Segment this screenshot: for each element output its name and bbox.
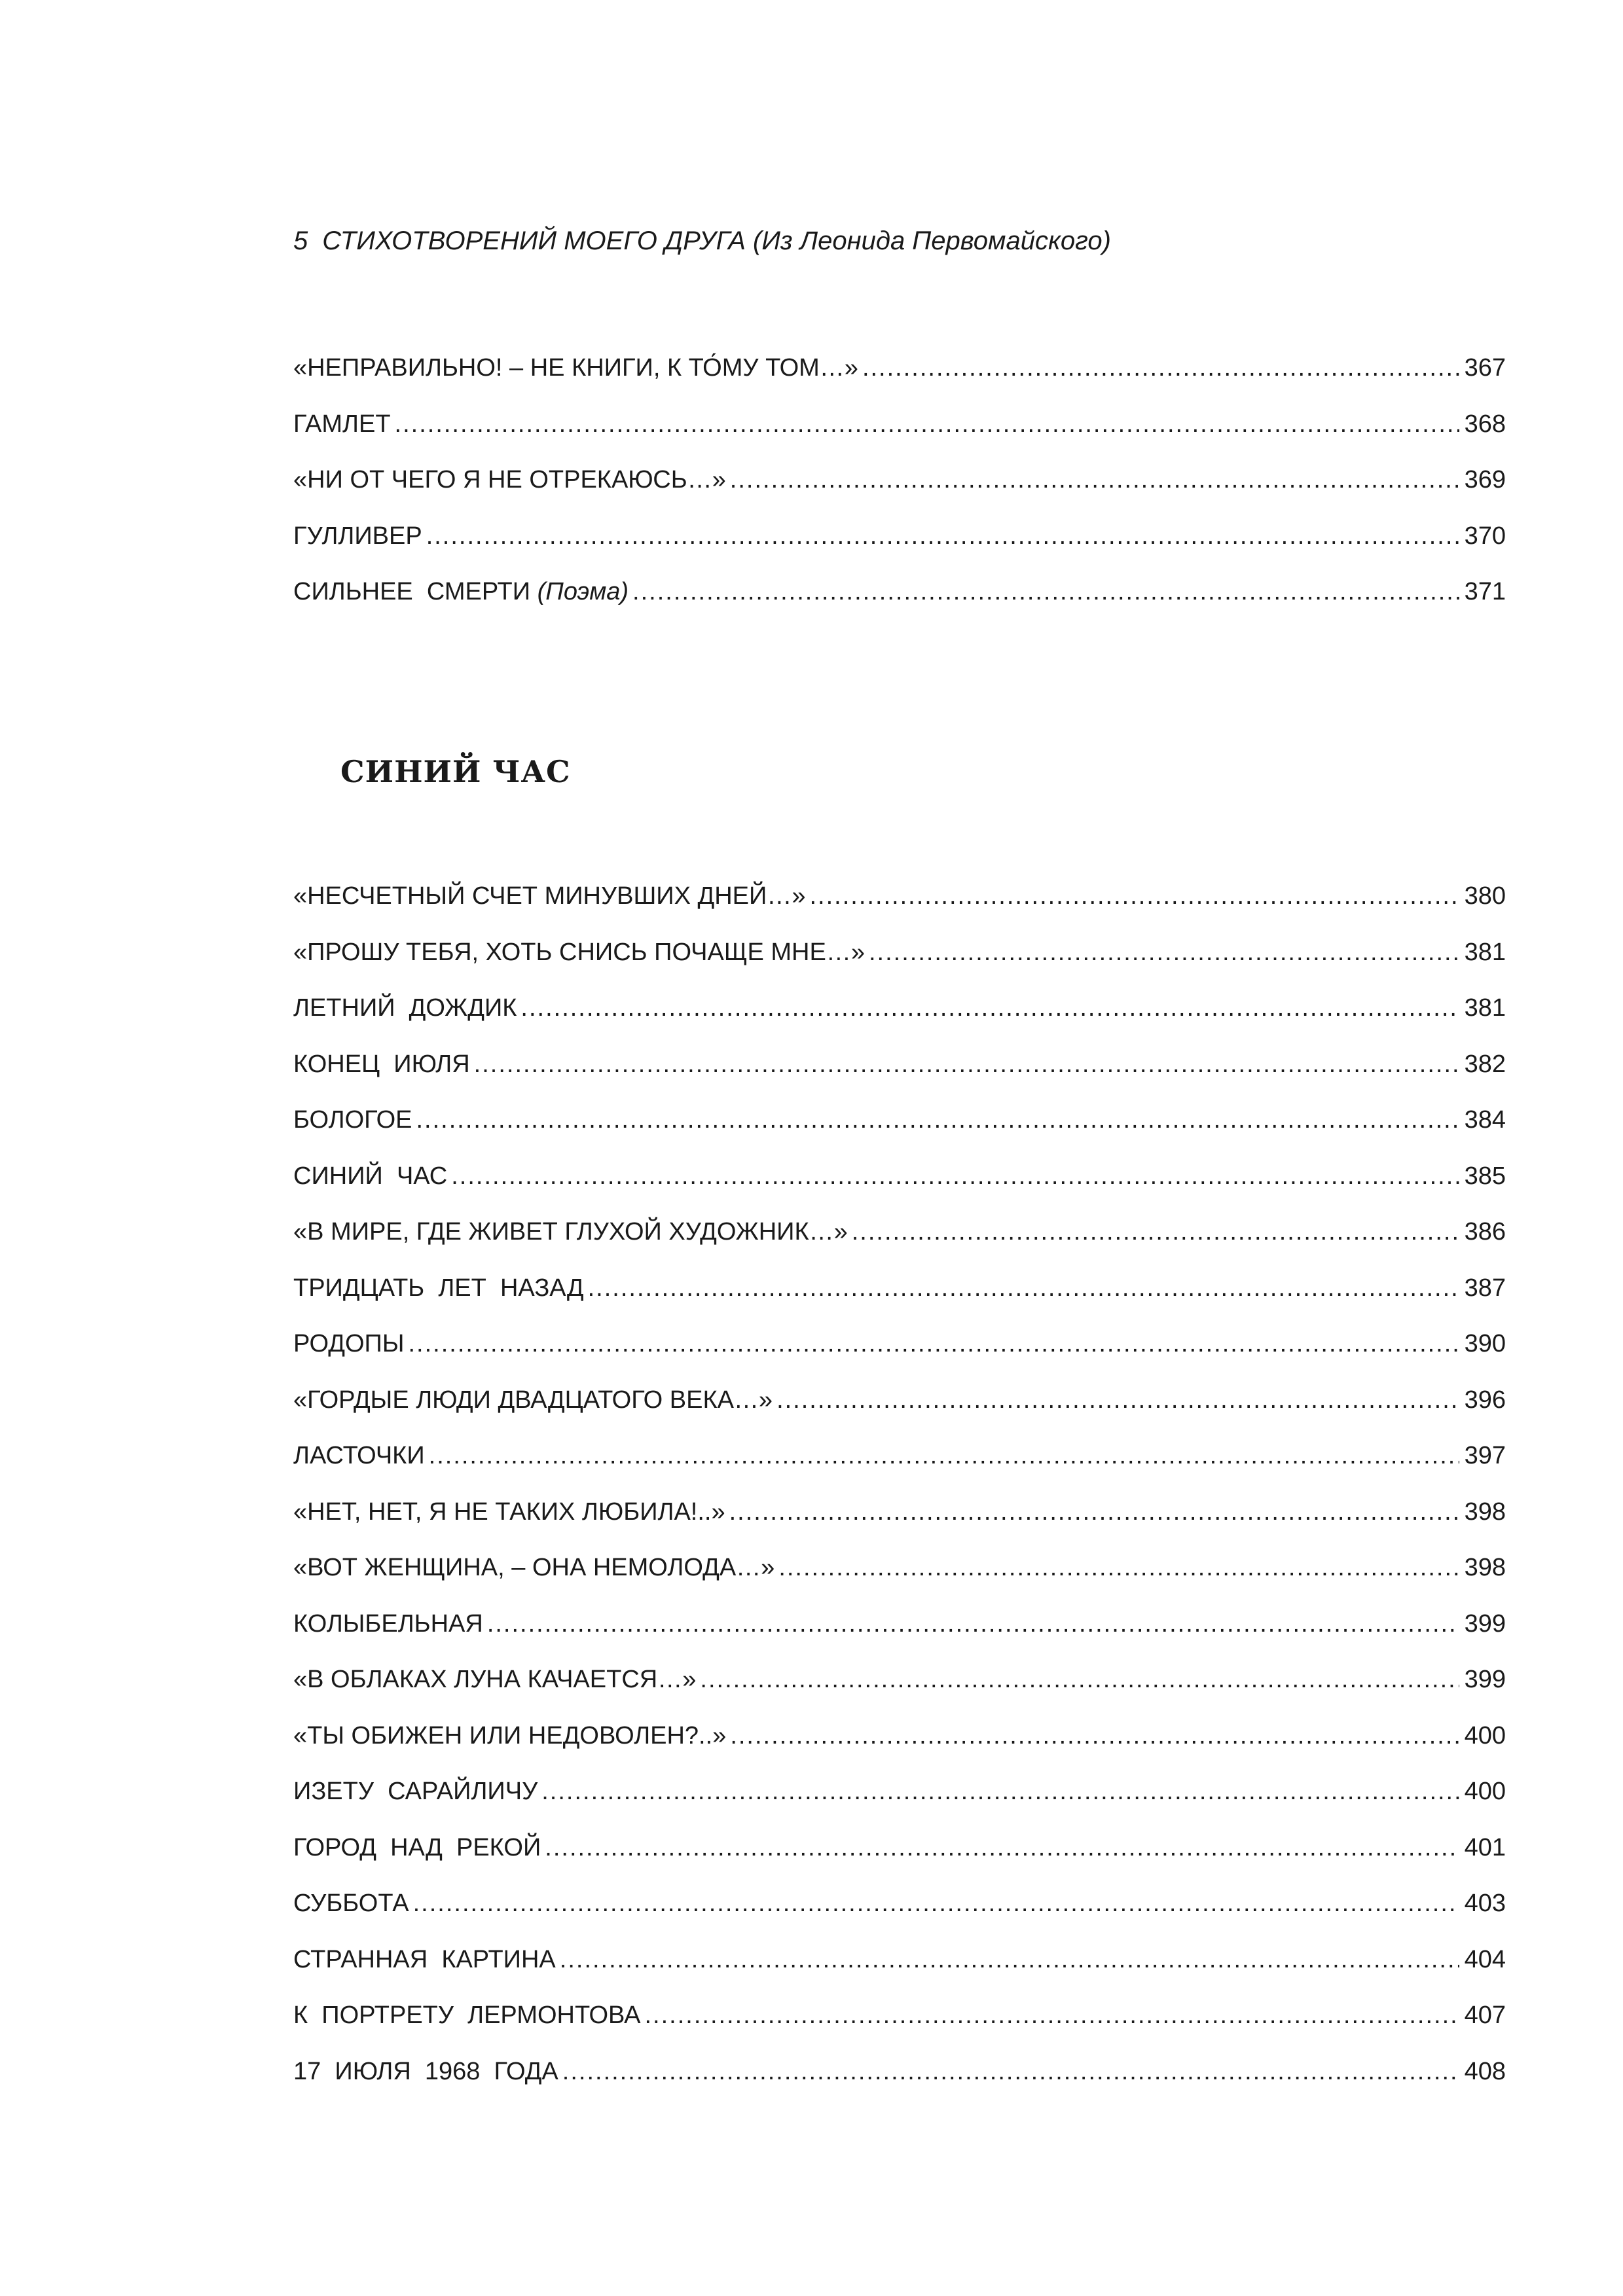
dot-leader bbox=[545, 1828, 1459, 1867]
toc-entry-title: РОДОПЫ bbox=[293, 1330, 405, 1357]
toc-entry bbox=[293, 1772, 1506, 1828]
toc-entry-page-number: 386 bbox=[1464, 1218, 1506, 1246]
toc-entry-title: БОЛОГОЕ bbox=[293, 1106, 412, 1134]
toc-entry bbox=[293, 1996, 1506, 2052]
dot-leader bbox=[395, 404, 1459, 444]
toc-entry-page-number: 407 bbox=[1464, 2001, 1506, 2029]
toc-entry bbox=[293, 876, 1506, 933]
toc-entry bbox=[293, 1828, 1506, 1884]
dot-leader bbox=[429, 1436, 1459, 1475]
dot-leader bbox=[644, 1996, 1459, 2035]
toc-entry-title: «НЕТ, НЕТ, Я НЕ ТАКИХ ЛЮБИЛА!..» bbox=[293, 1498, 725, 1526]
dot-leader bbox=[426, 516, 1459, 556]
toc-entry-page-number: 384 bbox=[1464, 1106, 1506, 1134]
toc-list-second bbox=[293, 876, 1506, 2108]
dot-leader bbox=[852, 1212, 1459, 1251]
toc-entry-title: «НЕПРАВИЛЬНО! – НЕ КНИГИ, К ТО́МУ ТОМ…» bbox=[293, 354, 858, 382]
toc-entry-title: ГОРОД НАД РЕКОЙ bbox=[293, 1833, 541, 1861]
dot-leader bbox=[474, 1045, 1459, 1084]
toc-entry-page-number: 401 bbox=[1464, 1833, 1506, 1861]
toc-entry bbox=[293, 1436, 1506, 1492]
toc-entry-page-number: 369 bbox=[1464, 466, 1506, 493]
toc-entry-title: КОЛЫБЕЛЬНАЯ bbox=[293, 1609, 483, 1638]
section-number: 5 bbox=[293, 226, 308, 255]
toc-entry bbox=[293, 1548, 1506, 1604]
toc-entry bbox=[293, 1380, 1506, 1437]
toc-entry-page-number: 400 bbox=[1464, 1721, 1506, 1749]
toc-entry bbox=[293, 1157, 1506, 1213]
toc-entry-page-number: 404 bbox=[1464, 1945, 1506, 1973]
toc-entry bbox=[293, 516, 1506, 573]
toc-entry-title: «ТЫ ОБИЖЕН ИЛИ НЕДОВОЛЕН?..» bbox=[293, 1721, 727, 1749]
dot-leader bbox=[730, 1716, 1459, 1755]
toc-entry-title: ГАМЛЕТ bbox=[293, 410, 391, 438]
dot-leader bbox=[729, 1492, 1459, 1532]
toc-entry bbox=[293, 2052, 1506, 2108]
dot-leader bbox=[869, 933, 1459, 972]
toc-entry-page-number: 397 bbox=[1464, 1442, 1506, 1469]
dot-leader bbox=[451, 1157, 1459, 1196]
toc-entry bbox=[293, 404, 1506, 461]
dot-leader bbox=[560, 1940, 1459, 1979]
toc-entry-page-number: 381 bbox=[1464, 994, 1506, 1022]
toc-entry-page-number: 380 bbox=[1464, 882, 1506, 910]
toc-entry-page-number: 398 bbox=[1464, 1554, 1506, 1581]
toc-entry-title: ГУЛЛИВЕР bbox=[293, 522, 422, 550]
toc-entry-title: СУББОТА bbox=[293, 1890, 409, 1917]
toc-entry-title: ЛЕТНИЙ ДОЖДИК bbox=[293, 994, 517, 1022]
toc-entry-title: К ПОРТРЕТУ ЛЕРМОНТОВА bbox=[293, 2001, 641, 2029]
toc-entry-page-number: 400 bbox=[1464, 1778, 1506, 1805]
toc-entry bbox=[293, 1212, 1506, 1268]
toc-entry-note: (Поэма) bbox=[537, 578, 629, 605]
toc-entry-page-number: 387 bbox=[1464, 1274, 1506, 1302]
dot-leader bbox=[809, 876, 1459, 916]
dot-leader bbox=[730, 460, 1459, 499]
toc-entry bbox=[293, 460, 1506, 516]
dot-leader bbox=[520, 988, 1459, 1028]
dot-leader bbox=[541, 1772, 1459, 1811]
section-title: СТИХОТВОРЕНИЙ МОЕГО ДРУГА (Из Леонида Первомайского) bbox=[322, 226, 1111, 255]
toc-entry-page-number: 367 bbox=[1464, 354, 1506, 382]
toc-entry-page-number: 399 bbox=[1464, 1609, 1506, 1638]
toc-entry bbox=[293, 1324, 1506, 1380]
toc-entry bbox=[293, 1716, 1506, 1772]
toc-list-first bbox=[293, 348, 1506, 628]
dot-leader bbox=[416, 1100, 1459, 1139]
toc-entry bbox=[293, 1604, 1506, 1660]
dot-leader bbox=[776, 1380, 1459, 1420]
toc-entry bbox=[293, 348, 1506, 404]
toc-entry bbox=[293, 1492, 1506, 1549]
toc-entry-page-number: 371 bbox=[1464, 578, 1506, 605]
toc-entry-title: 17 ИЮЛЯ 1968 ГОДА bbox=[293, 2057, 558, 2085]
toc-entry-title: «В МИРЕ, ГДЕ ЖИВЕТ ГЛУХОЙ ХУДОЖНИК…» bbox=[293, 1218, 848, 1246]
toc-entry bbox=[293, 1268, 1506, 1325]
dot-leader bbox=[778, 1548, 1459, 1587]
dot-leader bbox=[408, 1324, 1459, 1363]
toc-entry-title: «НЕСЧЕТНЫЙ СЧЕТ МИНУВШИХ ДНЕЙ…» bbox=[293, 882, 806, 910]
toc-entry-page-number: 382 bbox=[1464, 1050, 1506, 1078]
toc-entry bbox=[293, 1660, 1506, 1716]
dot-leader bbox=[632, 572, 1459, 611]
toc-entry-page-number: 385 bbox=[1464, 1162, 1506, 1190]
dot-leader bbox=[487, 1604, 1459, 1643]
toc-entry bbox=[293, 572, 1506, 628]
toc-entry bbox=[293, 1884, 1506, 1940]
toc-entry bbox=[293, 1940, 1506, 1996]
toc-entry-title: СИЛЬНЕЕ СМЕРТИ (Поэма) bbox=[293, 578, 629, 605]
toc-entry bbox=[293, 988, 1506, 1045]
toc-entry-title: ЛАСТОЧКИ bbox=[293, 1442, 425, 1469]
section-header bbox=[293, 221, 1504, 260]
toc-entry-title: ИЗЕТУ САРАЙЛИЧУ bbox=[293, 1778, 538, 1805]
toc-entry bbox=[293, 933, 1506, 989]
toc-entry bbox=[293, 1045, 1506, 1101]
toc-entry-title: СИНИЙ ЧАС bbox=[293, 1162, 448, 1190]
dot-leader bbox=[862, 348, 1459, 387]
dot-leader bbox=[588, 1268, 1459, 1308]
toc-entry bbox=[293, 1100, 1506, 1157]
toc-entry-page-number: 381 bbox=[1464, 938, 1506, 966]
toc-entry-page-number: 396 bbox=[1464, 1386, 1506, 1414]
toc-entry-page-number: 399 bbox=[1464, 1666, 1506, 1693]
toc-entry-page-number: 368 bbox=[1464, 410, 1506, 438]
toc-entry-title: «ПРОШУ ТЕБЯ, ХОТЬ СНИСЬ ПОЧАЩЕ МНЕ…» bbox=[293, 938, 865, 966]
dot-leader bbox=[562, 2052, 1459, 2091]
toc-entry-page-number: 370 bbox=[1464, 522, 1506, 550]
chapter-heading: СИНИЙ ЧАС bbox=[340, 754, 571, 789]
toc-entry-title: КОНЕЦ ИЮЛЯ bbox=[293, 1050, 470, 1078]
toc-entry-title: «В ОБЛАКАХ ЛУНА КАЧАЕТСЯ…» bbox=[293, 1666, 697, 1693]
dot-leader bbox=[413, 1884, 1459, 1923]
toc-entry-title: СТРАННАЯ КАРТИНА bbox=[293, 1945, 556, 1973]
toc-entry-page-number: 408 bbox=[1464, 2057, 1506, 2085]
dot-leader bbox=[700, 1660, 1459, 1699]
toc-entry-title: ТРИДЦАТЬ ЛЕТ НАЗАД bbox=[293, 1274, 584, 1302]
toc-entry-page-number: 403 bbox=[1464, 1890, 1506, 1917]
toc-entry-title: «НИ ОТ ЧЕГО Я НЕ ОТРЕКАЮСЬ…» bbox=[293, 466, 726, 493]
toc-entry-page-number: 390 bbox=[1464, 1330, 1506, 1357]
toc-entry-title: «ВОТ ЖЕНЩИНА, – ОНА НЕМОЛОДА…» bbox=[293, 1554, 775, 1581]
toc-entry-title: «ГОРДЫЕ ЛЮДИ ДВАДЦАТОГО ВЕКА…» bbox=[293, 1386, 773, 1414]
toc-entry-page-number: 398 bbox=[1464, 1498, 1506, 1526]
